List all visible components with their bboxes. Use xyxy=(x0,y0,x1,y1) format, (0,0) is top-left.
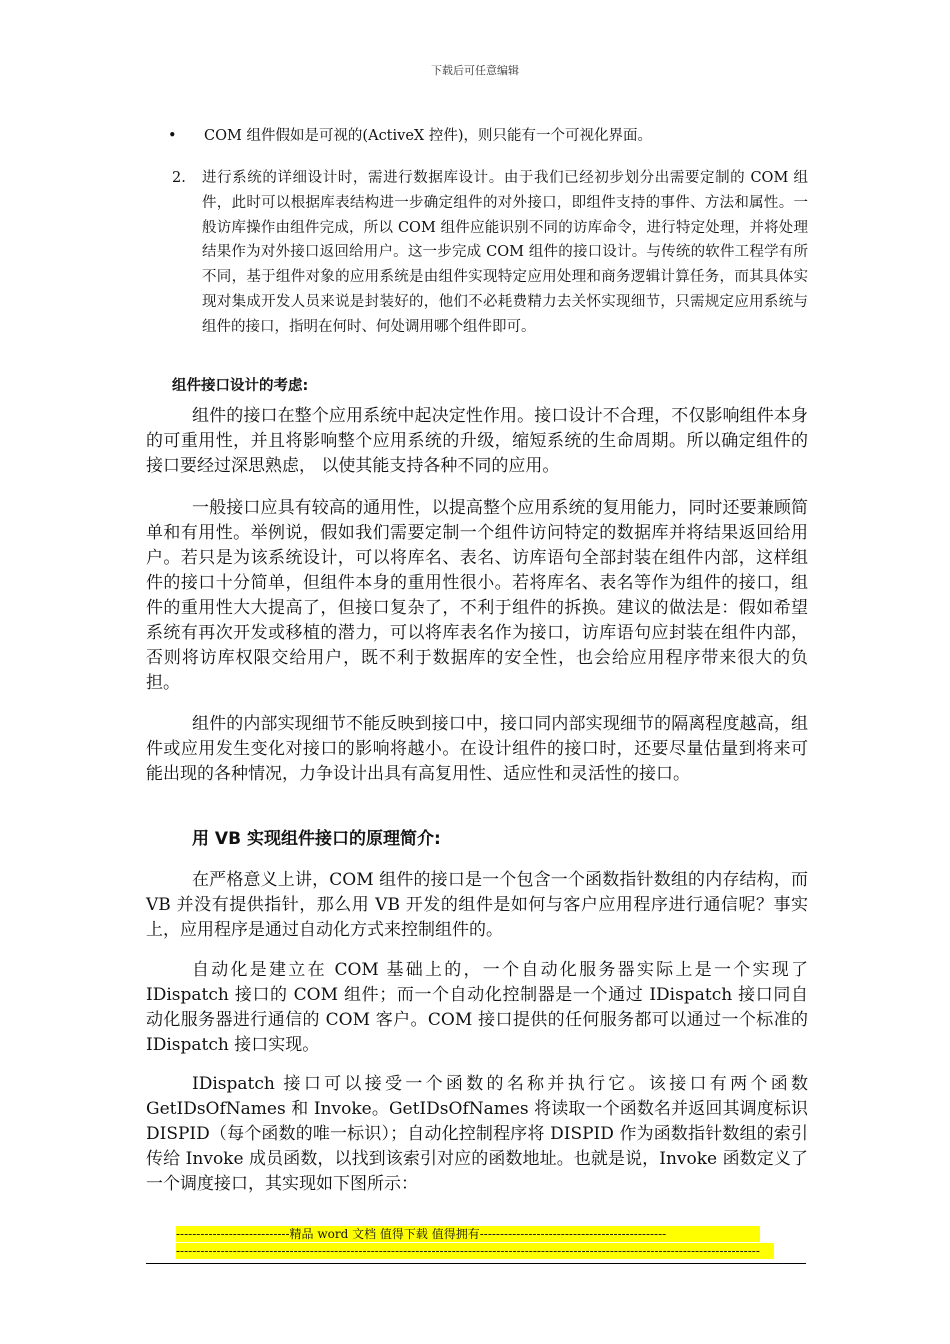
item-body: 进行系统的详细设计时，需进行数据库设计。由于我们已经初步划分出需要定制的 COM 组件，此时可以根据库表结构进一步确定组件的对外接口，即组件支持的事件、方法和属性。一般访库操作由组件完成，所以 COM 组件应能识别不同的访库命令，进行特定处理，并将处理结果作为对外接口返回给用户。这一步完成 COM 组件的接口设计。与传统的软件工程学有所不同，基于组件对象的应用系统是由组件实现特定应用处理和商务逻辑计算任务，而其具体实现对集成开发人员来说是封装好的，他们不必耗费精力去关怀实现细节，只需规定应用系统与组件的接口，指明在何时、何处调用哪个组件即可。 xyxy=(202,170,808,335)
paragraph: 自动化是建立在 COM 基础上的，一个自动化服务器实际上是一个实现了 IDispatch 接口的 COM 组件；而一个自动化控制器是一个通过 IDispatch 接口同自动化服务器进行通信的 COM 客户。COM 接口提供的任何服务都可以通过一个标准的 IDispatch 接口实现。 xyxy=(146,960,808,1055)
numbered-item-2 xyxy=(172,166,808,340)
section-heading-vb-principle: 用 VB 实现组件接口的原理简介: xyxy=(192,829,441,849)
footer-banner-line: ----------------------------精品 word 文档 值得下载 值得拥有---------------------------------------------- xyxy=(176,1226,760,1242)
bullet-symbol: • xyxy=(168,128,177,144)
page-header: 下载后可任意编辑 xyxy=(431,64,519,77)
section-heading-interface-design: 组件接口设计的考虑: xyxy=(172,378,309,394)
item-number: 2. xyxy=(172,170,186,186)
paragraph: 组件的内部实现细节不能反映到接口中，接口同内部实现细节的隔离程度越高，组件或应用发生变化对接口的影响将越小。在设计组件的接口时，还要尽量估量到将来可能出现的各种情况，力争设计出具有高复用性、适应性和灵活性的接口。 xyxy=(146,714,808,784)
bullet-item xyxy=(168,124,808,148)
footer-divider xyxy=(146,1263,806,1264)
paragraph: IDispatch 接口可以接受一个函数的名称并执行它。该接口有两个函数 GetIDsOfNames 和 Invoke。GetIDsOfNames 将读取一个函数名并返回其调度标识 DISPID（每个函数的唯一标识）；自动化控制程序将 DISPID 作为函数指针数组的索引传给 Invoke 成员函数，以找到该索引对应的函数地址。也就是说，Invoke 函数定义了一个调度接口，其实现如下图所示： xyxy=(146,1074,808,1194)
paragraph: 在严格意义上讲，COM 组件的接口是一个包含一个函数指针数组的内存结构，而 VB 并没有提供指针，那么用 VB 开发的组件是如何与客户应用程序进行通信呢？事实上，应用程序是通过自动化方式来控制组件的。 xyxy=(146,870,808,940)
bullet-text: COM 组件假如是可视的(ActiveX 控件)，则只能有一个可视化界面。 xyxy=(204,128,653,144)
paragraph: 组件的接口在整个应用系统中起决定性作用。接口设计不合理，不仅影响组件本身的可重用性，并且将影响整个应用系统的升级，缩短系统的生命周期。所以确定组件的接口要经过深思熟虑， 以使其能支持各种不同的应用。 xyxy=(146,406,808,476)
paragraph: 一般接口应具有较高的通用性，以提高整个应用系统的复用能力，同时还要兼顾简单和有用性。举例说，假如我们需要定制一个组件访问特定的数据库并将结果返回给用户。若只是为该系统设计，可以将库名、表名、访库语句全部封装在组件内部，这样组件的接口十分简单，但组件本身的重用性很小。若将库名、表名等作为组件的接口，组件的重用性大大提高了，但接口复杂了，不利于组件的拆换。建议的做法是：假如希望系统有再次开发或移植的潜力，可以将库表名作为接口，访库语句应封装在组件内部，否则将访库权限交给用户，既不利于数据库的安全性，也会给应用程序带来很大的负担。 xyxy=(146,498,808,693)
footer-dash-line: ------------------------------------------------------------------------------------------------------------------------------------------------ xyxy=(176,1243,774,1259)
